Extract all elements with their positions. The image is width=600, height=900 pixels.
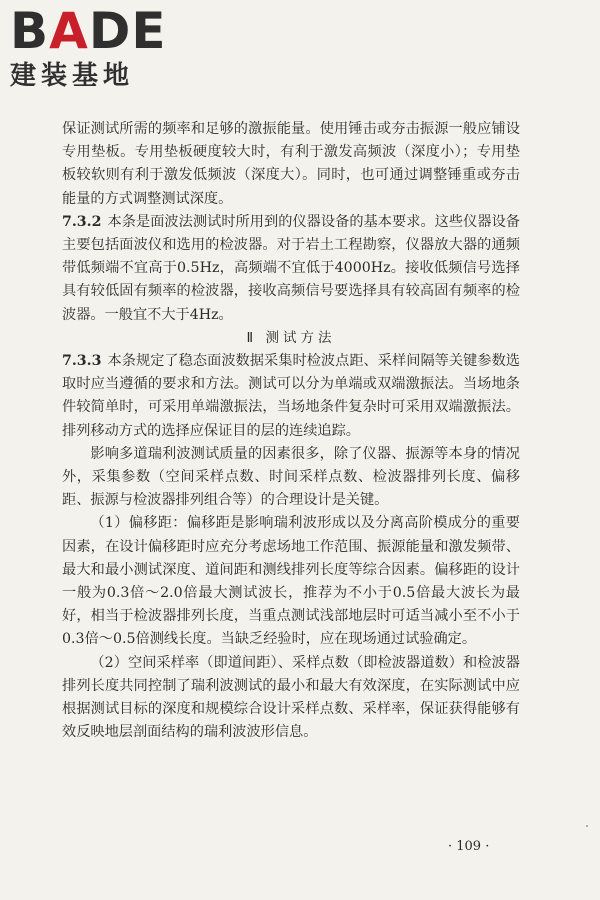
brand-logo <box>10 4 180 94</box>
logo-letters: DE <box>88 2 167 60</box>
paragraph-text: 本条规定了稳态面波数据采集时检波点距、采样间隔等关键参数选取时应当遵循的要求和方法。测试可以分为单端或双端激振法。当场地条件较简单时，可采用单端激振法，当场地条件复杂时可采用双端激振法。排列移动方式的选择应保证目的层的连续追踪。 <box>62 353 520 439</box>
paragraph-text: （1）偏移距：偏移距是影响瑞利波形成以及分离高阶模成分的重要因素，在设计偏移距时应充分考虑场地工作范围、振源能量和激发频带、最大和最小测试深度、道间距和测线排列长度等综合因素。偏移距的设计一般为0.3倍～2.0倍最大测试波长，推荐为不小于0.5倍最大波长为最好，相当于检波器排列长度，当重点测试浅部地层时可适当减小至不小于0.3倍～0.5倍测线长度。当缺乏经验时，应在现场通过试验确定。 <box>62 515 520 648</box>
paragraph-sampling <box>62 652 520 745</box>
clause-7-3-2 <box>62 211 520 327</box>
clause-number: 7.3.2 <box>62 213 102 230</box>
paragraph-text: 保证测试所需的频率和足够的激振能量。使用锤击或夯击振源一般应铺设专用垫板。专用垫板硬度较大时，有利于激发高频波（深度小）；专用垫板较软则有利于激发低频波（深度大）。同时，也可通过调整锤重或夯击能量的方式调整测试深度。 <box>62 121 520 207</box>
logo-letter: B <box>10 2 50 60</box>
clause-7-3-3 <box>62 350 520 443</box>
logo-wordmark <box>10 4 180 58</box>
paragraph-factors <box>62 443 520 513</box>
paragraph-continuation <box>62 118 520 211</box>
section-heading: Ⅱ 测试方法 <box>246 329 336 346</box>
paragraph-text: （2）空间采样率（即道间距）、采样点数（即检波器道数）和检波器排列长度共同控制了瑞利波测试的最小和最大有效深度，在实际测试中应根据测试目标的深度和规模综合设计采样点数、采样率，保证获得能够有效反映地层剖面结构的瑞利波波形信息。 <box>62 654 520 741</box>
logo-subtitle: 建装基地 <box>10 61 135 91</box>
paragraph-text: 本条是面波法测试时所用到的仪器设备的基本要求。这些仪器设备主要包括面波仪和选用的检波器。对于岩土工程勘察，仪器放大器的通频带低频端不宜高于0.5Hz，高频端不宜低于4000Hz。接收低频信号选择具有较低固有频率的检波器，接收高频信号要选择具有较高固有频率的检波器。一般宜不大于4Hz。 <box>62 213 520 323</box>
logo-letter-accent: A <box>49 2 89 60</box>
scan-speck <box>586 825 588 827</box>
paragraph-text: 影响多道瑞利波测试质量的因素很多，除了仪器、振源等本身的情况外，采集参数（空间采样点数、时间采样点数、检波器排列长度、偏移距、振源与检波器排列组合等）的合理设计是关键。 <box>62 445 520 509</box>
document-body <box>62 118 520 744</box>
paragraph-offset <box>62 512 520 651</box>
clause-number: 7.3.3 <box>62 353 102 370</box>
page-number: · 109 · <box>448 839 490 854</box>
